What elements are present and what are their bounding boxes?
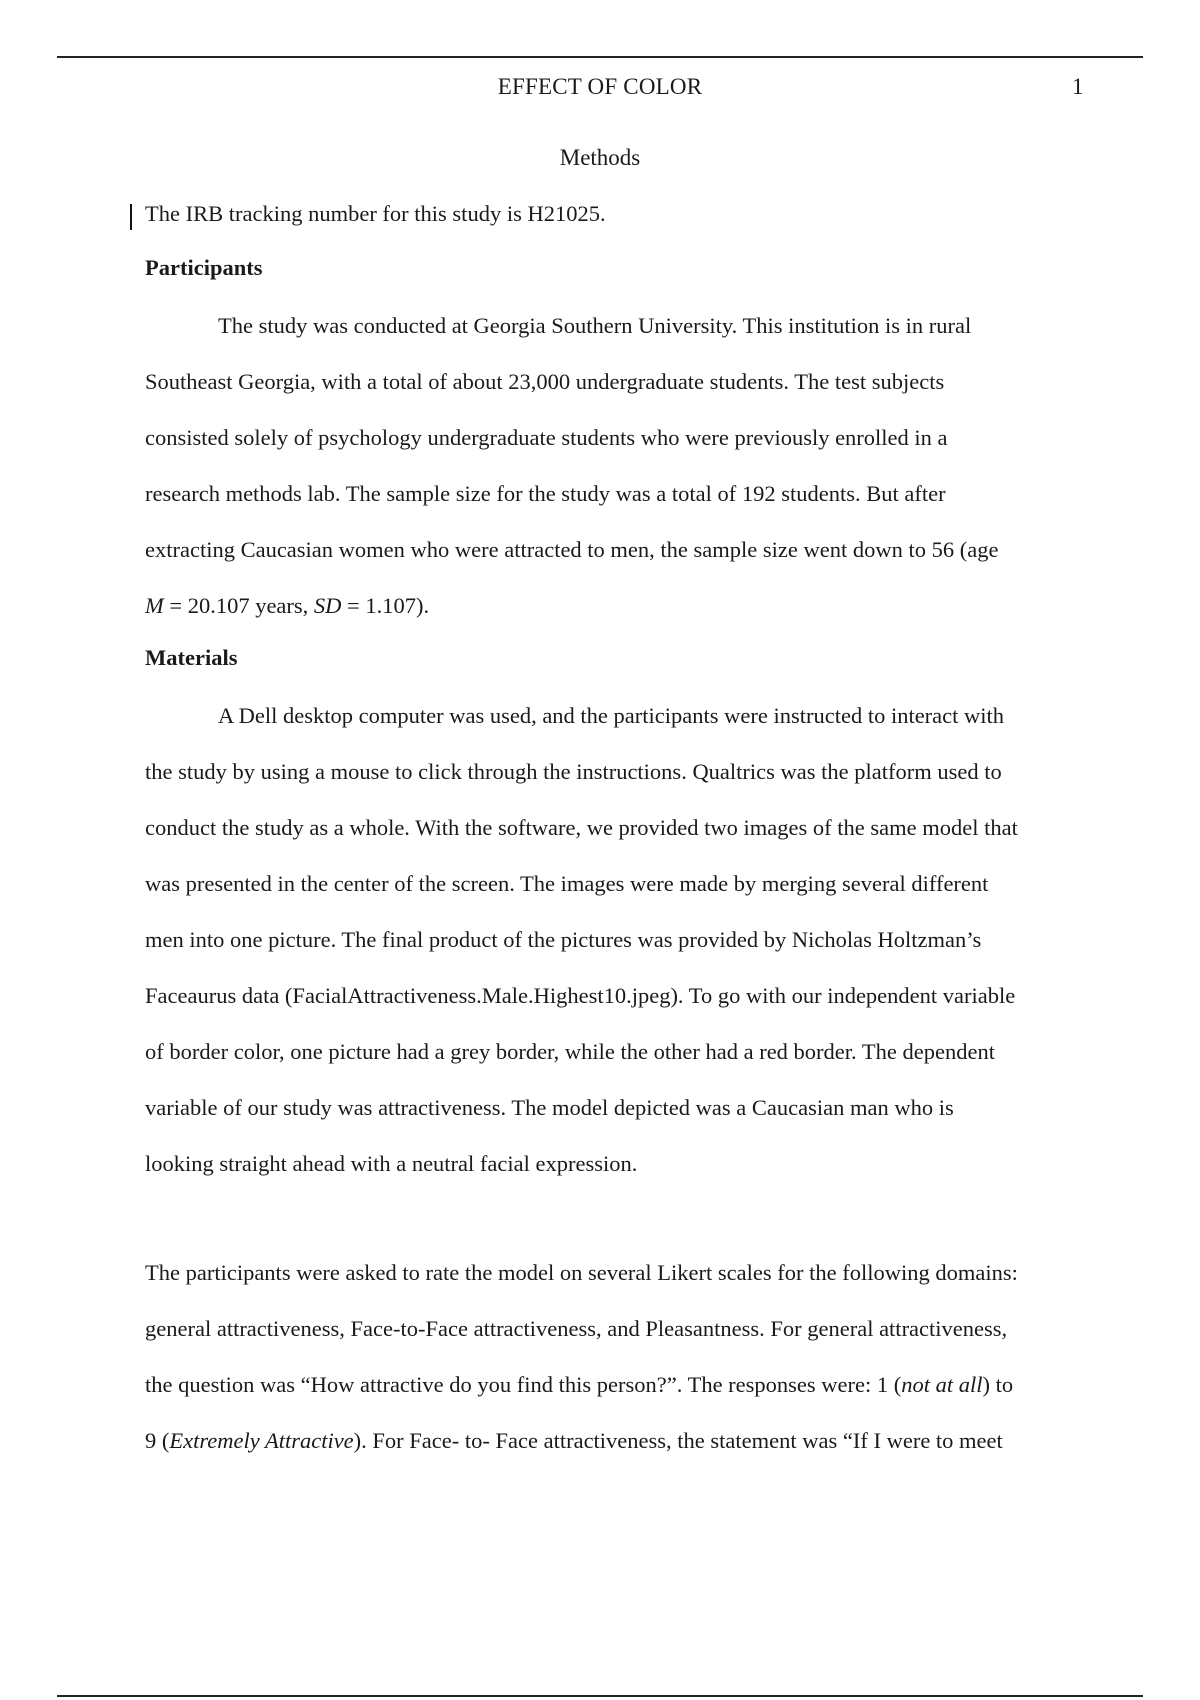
mean-value: = 20.107 years,	[163, 593, 314, 618]
materials-heading: Materials	[145, 645, 238, 670]
materials-line: men into one picture. The final product of the pictures was provided by Nicholas Holtzman’s	[145, 927, 982, 952]
participants-heading: Participants	[145, 255, 263, 280]
ratings-italic: Extremely Attractive	[169, 1428, 354, 1453]
ratings-line: The participants were asked to rate the model on several Likert scales for the following domains:	[145, 1260, 1018, 1285]
text-cursor	[130, 204, 132, 230]
participants-line: The study was conducted at Georgia Southern University. This institution is in rural	[218, 313, 972, 338]
running-head: EFFECT OF COLOR	[497, 74, 703, 99]
sd-value: = 1.107).	[341, 593, 430, 618]
irb-statement: The IRB tracking number for this study is H21025.	[145, 201, 606, 226]
mean-symbol: M	[145, 593, 164, 618]
footer-rule	[57, 1695, 1143, 1697]
ratings-line	[145, 1426, 1003, 1456]
sd-symbol: SD	[313, 593, 342, 618]
ratings-line	[145, 1370, 1013, 1400]
participants-line: Southeast Georgia, with a total of about 23,000 undergraduate students. The test subjects	[145, 369, 945, 394]
ratings-italic: not at all	[901, 1372, 983, 1397]
materials-line: Faceaurus data (FacialAttractiveness.Male.Highest10.jpeg). To go with our independent variable	[145, 983, 1016, 1008]
materials-line: of border color, one picture had a grey border, while the other had a red border. The dependent	[145, 1039, 995, 1064]
materials-line: looking straight ahead with a neutral facial expression.	[145, 1151, 638, 1176]
participants-line: research methods lab. The sample size for the study was a total of 192 students. But after	[145, 481, 946, 506]
page-number: 1	[1072, 74, 1084, 99]
materials-line: the study by using a mouse to click through the instructions. Qualtrics was the platform used to	[145, 759, 1002, 784]
ratings-text: ). For Face- to- Face attractiveness, the statement was “If I were to meet	[353, 1428, 1003, 1453]
ratings-line: general attractiveness, Face-to-Face attractiveness, and Pleasantness. For general attractiveness,	[145, 1316, 1008, 1341]
ratings-text: 9 (	[145, 1428, 170, 1453]
participants-line: extracting Caucasian women who were attracted to men, the sample size went down to 56 (age	[145, 537, 999, 562]
ratings-text: ) to	[982, 1372, 1014, 1397]
participants-stats-line	[145, 591, 429, 621]
materials-line: conduct the study as a whole. With the software, we provided two images of the same model that	[145, 815, 1018, 840]
section-title: Methods	[559, 145, 641, 170]
materials-line: variable of our study was attractiveness. The model depicted was a Caucasian man who is	[145, 1095, 954, 1120]
materials-line: was presented in the center of the screen. The images were made by merging several different	[145, 871, 989, 896]
header-rule	[57, 56, 1143, 58]
participants-line: consisted solely of psychology undergraduate students who were previously enrolled in a	[145, 425, 948, 450]
ratings-text: the question was “How attractive do you find this person?”. The responses were: 1 (	[145, 1372, 902, 1397]
materials-line: A Dell desktop computer was used, and the participants were instructed to interact with	[218, 703, 1005, 728]
